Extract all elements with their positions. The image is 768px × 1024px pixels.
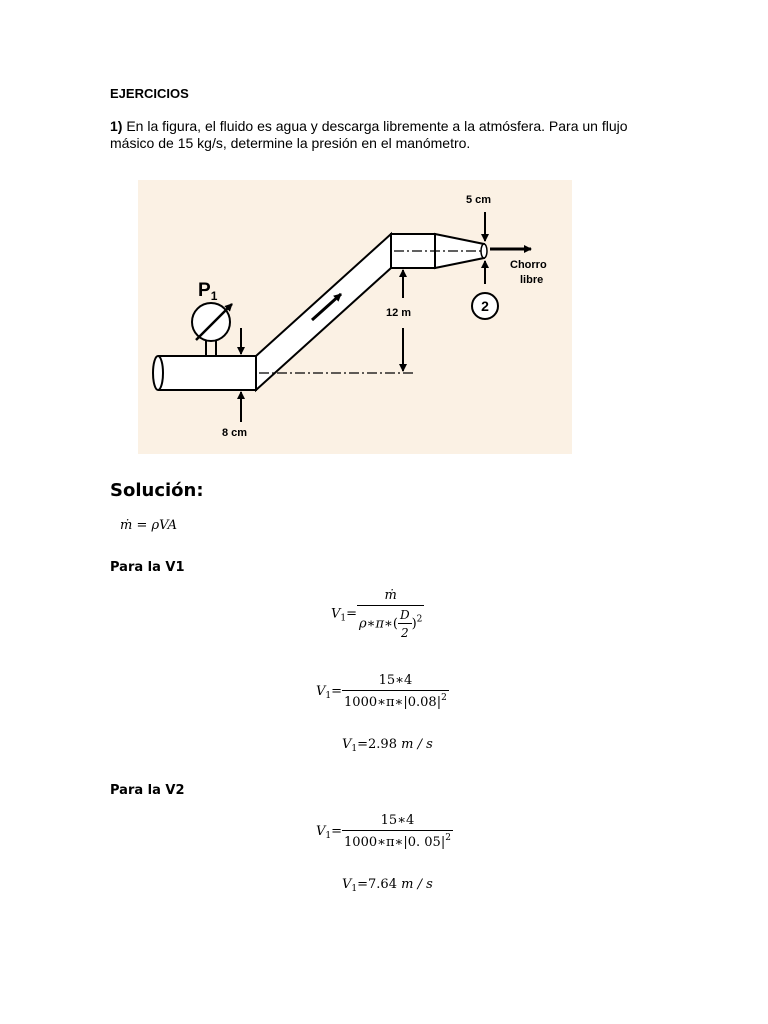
pipe-diagram bbox=[138, 180, 572, 454]
jet-label-line1: Chorro bbox=[510, 259, 547, 271]
v1-substitution: $V_1=$ $\frac{15∗4}{1000∗\pi∗|0.08|^2}$ bbox=[316, 673, 447, 710]
solution-title: Solución: bbox=[110, 480, 204, 501]
problem-statement bbox=[110, 118, 670, 152]
v2-result: $V_1=7.64$ m / s bbox=[342, 877, 433, 894]
pipe-inlet bbox=[153, 356, 163, 390]
manometer-gauge bbox=[192, 303, 230, 341]
nozzle-diameter-label: 5 cm bbox=[466, 194, 492, 206]
height-label: 12 m bbox=[386, 307, 412, 319]
svg-text:2: 2 bbox=[481, 298, 489, 314]
problem-text: En la figura, el fluido es agua y descarga libremente a la atmósfera. Para un flujo másico de 15 kg/s, determine la presión en el manómetro. bbox=[110, 118, 628, 151]
v1-formula: $V_1=$ ṁ ρ∗π∗( $\frac{D}{2}$ )$^2$ bbox=[331, 588, 423, 640]
jet-label-line2: libre bbox=[520, 274, 544, 286]
v1-result: $V_1=2.98$ m / s bbox=[342, 737, 433, 754]
pipe-diameter-label: 8 cm bbox=[222, 427, 248, 439]
nozzle bbox=[435, 234, 484, 268]
v2-substitution: $V_1=$ $\frac{15∗4}{1000∗\pi∗|0. 05|^2}$ bbox=[316, 813, 451, 850]
v1-heading: Para la V1 bbox=[110, 560, 185, 575]
mass-flow-formula: ṁ = ρVA bbox=[120, 518, 178, 533]
inclined-pipe bbox=[256, 234, 391, 390]
page-heading: EJERCICIOS bbox=[110, 86, 189, 101]
pipe-diagram-svg bbox=[138, 180, 572, 454]
problem-number: 1) bbox=[110, 118, 123, 134]
horizontal-pipe bbox=[158, 356, 256, 390]
v2-heading: Para la V2 bbox=[110, 783, 185, 798]
p1-label: $P_1$ bbox=[198, 280, 218, 303]
